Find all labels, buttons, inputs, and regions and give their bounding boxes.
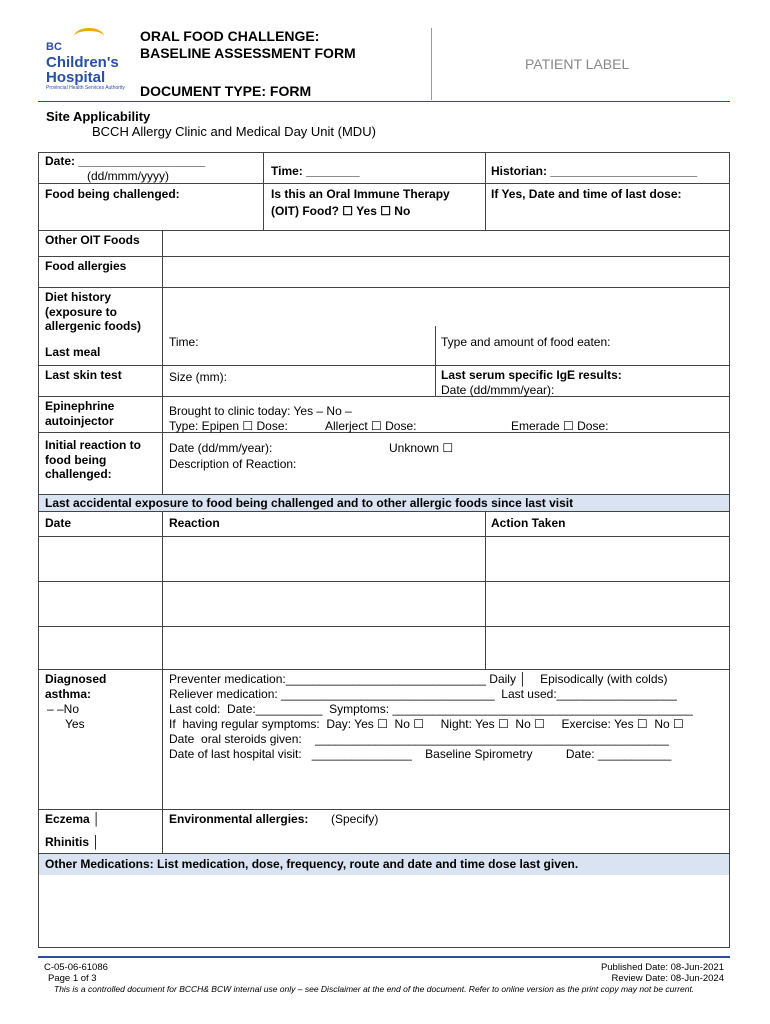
last-cold[interactable]: Last cold: Date:__________ Symptoms: _____________________________________________ <box>169 702 693 716</box>
review-date: Review Date: 08-Jun-2024 <box>611 973 724 984</box>
date-format: (dd/mmm/yyyy) <box>87 169 169 183</box>
logo-line2: Children's <box>46 54 119 71</box>
col-date: Date <box>45 516 72 530</box>
doc-number: C-05-06-61086 <box>44 962 108 973</box>
date-label[interactable]: Date: ___________________ <box>45 154 206 168</box>
published-date: Published Date: 08-Jun-2021 <box>600 962 724 973</box>
site-heading: Site Applicability <box>46 109 151 124</box>
header-rule <box>38 101 730 102</box>
asthma-yes[interactable]: Yes <box>65 717 85 731</box>
specify-label[interactable]: (Specify) <box>331 812 379 826</box>
time-label[interactable]: Time: ________ <box>271 164 360 178</box>
col-action: Action Taken <box>491 516 566 530</box>
historian-label[interactable]: Historian: ______________________ <box>491 164 698 178</box>
environmental-allergies-label: Environmental allergies: <box>169 812 309 826</box>
diet-history-line1: Diet history <box>45 290 112 304</box>
initial-reaction-label <box>45 438 141 482</box>
last-meal-label: Last meal <box>45 345 101 359</box>
diet-history-line2: (exposure to <box>45 304 118 319</box>
rhinitis-label[interactable]: Rhinitis │ <box>45 835 100 849</box>
initial-reaction-line3: challenged: <box>45 467 112 481</box>
other-oit-label: Other OIT Foods <box>45 233 140 247</box>
logo-sub: Provincial Health Services Authority <box>46 85 125 91</box>
emerade-type[interactable]: Emerade ☐ Dose: <box>511 419 609 433</box>
disclaimer: This is a controlled document for BCCH& BCW internal use only – see Disclaimer at the end of the document. Refer to online version as the print copy may not be current. <box>54 984 695 994</box>
reaction-description[interactable]: Description of Reaction: <box>169 457 297 471</box>
asthma-line1: Diagnosed <box>45 672 107 686</box>
reaction-date[interactable]: Date (dd/mm/year): <box>169 441 273 455</box>
epipen-type[interactable]: Type: Epipen ☐ Dose: <box>169 419 288 433</box>
hospital-visit[interactable]: Date of last hospital visit: _______________ Baseline Spirometry Date: ___________ <box>169 747 672 761</box>
asthma-label <box>45 672 106 701</box>
size-mm-label[interactable]: Size (mm): <box>169 370 227 384</box>
eczema-label[interactable]: Eczema │ <box>45 812 101 826</box>
accidental-exposure-header: Last accidental exposure to food being challenged and to other allergic foods since last visit <box>45 496 574 510</box>
page-number: Page 1 of 3 <box>48 973 97 984</box>
title-line2: BASELINE ASSESSMENT FORM <box>140 45 356 61</box>
initial-reaction-line2: food being <box>45 452 107 467</box>
epinephrine-line1: Epinephrine <box>45 399 115 413</box>
document-type: DOCUMENT TYPE: FORM <box>140 83 312 99</box>
brought-to-clinic[interactable]: Brought to clinic today: Yes – No – <box>169 404 352 418</box>
asthma-line2: asthma: <box>45 686 92 701</box>
site-value: BCCH Allergy Clinic and Medical Day Unit (MDU) <box>92 124 376 139</box>
oit-question[interactable] <box>271 187 450 218</box>
header-divider <box>431 28 432 100</box>
allerject-type[interactable]: Allerject ☐ Dose: <box>325 419 417 433</box>
preventer-medication[interactable]: Preventer medication:______________________________ Daily │ Episodically (with colds) <box>169 672 668 686</box>
regular-symptoms[interactable]: If having regular symptoms: Day: Yes ☐ No ☐ Night: Yes ☐ No ☐ Exercise: Yes ☐ No ☐ <box>169 717 684 731</box>
logo-line1: BC <box>46 41 62 53</box>
meal-time-label[interactable]: Time: <box>169 335 199 349</box>
form-title <box>140 28 356 62</box>
other-medications-header: Other Medications: List medication, dose, frequency, route and date and time dose last given. <box>45 857 579 871</box>
patient-label: PATIENT LABEL <box>525 56 630 72</box>
initial-reaction-line1: Initial reaction to <box>45 438 142 452</box>
last-skin-test-label: Last skin test <box>45 368 122 382</box>
unknown-checkbox[interactable]: Unknown ☐ <box>389 441 454 455</box>
reliever-medication[interactable]: Reliever medication: ________________________________ Last used:__________________ <box>169 687 677 701</box>
asthma-no[interactable]: ‒ ‒No <box>47 702 80 716</box>
epinephrine-line2: autoinjector <box>45 413 114 428</box>
title-line1: ORAL FOOD CHALLENGE: <box>140 28 320 44</box>
col-reaction: Reaction <box>169 516 220 530</box>
food-challenged-label[interactable]: Food being challenged: <box>45 187 180 201</box>
food-allergies-label: Food allergies <box>45 259 127 273</box>
footer-rule <box>38 956 730 958</box>
diet-history-line3: allergenic foods) <box>45 319 142 333</box>
assessment-form <box>38 152 730 948</box>
serum-date-label[interactable]: Date (dd/mmm/year): <box>441 383 555 397</box>
sun-icon <box>74 28 104 45</box>
diet-history-label <box>45 290 141 334</box>
oit-question-line1: Is this an Oral Immune Therapy <box>271 187 450 201</box>
last-dose-label[interactable]: If Yes, Date and time of last dose: <box>491 187 682 201</box>
epinephrine-label <box>45 399 114 428</box>
serum-ige-label[interactable]: Last serum specific IgE results: <box>441 368 622 382</box>
bc-childrens-hospital-logo <box>46 30 126 100</box>
meal-type-label[interactable]: Type and amount of food eaten: <box>441 335 611 349</box>
oral-steroids[interactable]: Date oral steroids given: _____________________________________________________ <box>169 732 669 746</box>
logo-line3: Hospital <box>46 69 106 86</box>
oit-question-line2: (OIT) Food? ☐ Yes ☐ No <box>271 203 411 218</box>
